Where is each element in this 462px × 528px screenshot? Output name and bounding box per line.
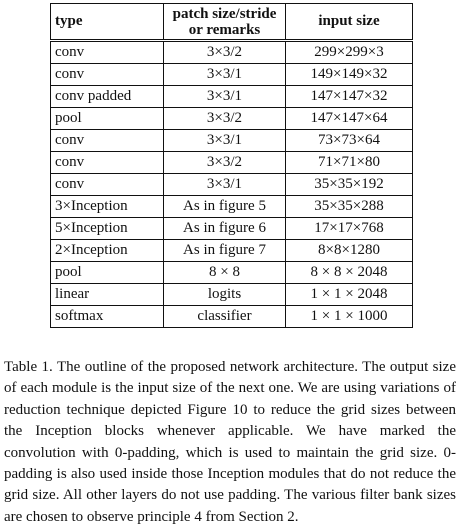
table-row: [51, 64, 413, 86]
cell-type: conv: [51, 130, 164, 152]
table-row: [51, 196, 413, 218]
cell-input-size: 147×147×64: [286, 108, 413, 130]
cell-type: 5×Inception: [51, 218, 164, 240]
cell-patch: logits: [164, 284, 286, 306]
table-row: [51, 262, 413, 284]
cell-input-size: 73×73×64: [286, 130, 413, 152]
cell-patch: 3×3/1: [164, 174, 286, 196]
table-row: [51, 306, 413, 328]
header-type: type: [51, 4, 164, 41]
cell-input-size: 1 × 1 × 1000: [286, 306, 413, 328]
table-row: [51, 240, 413, 262]
table-caption: Table 1. The outline of the proposed network architecture. The output size of each module is the input size of the next one. We are using variations of reduction technique depicted Figure 10 to reduce the grid sizes between the Inception blocks whenever applicable. We have marked the convolution with 0-padding, which is used to maintain the grid size. 0-padding is also used inside those Inception modules that do not reduce the grid size. All other layers do not use padding. The various filter bank sizes are chosen to observe principle 4 from Section 2.: [4, 359, 456, 525]
header-input-size: input size: [286, 4, 413, 41]
cell-input-size: 149×149×32: [286, 64, 413, 86]
table-row: [51, 130, 413, 152]
cell-input-size: 17×17×768: [286, 218, 413, 240]
cell-patch: 3×3/2: [164, 41, 286, 64]
cell-type: 2×Inception: [51, 240, 164, 262]
cell-type: conv: [51, 41, 164, 64]
cell-input-size: 35×35×288: [286, 196, 413, 218]
cell-input-size: 8 × 8 × 2048: [286, 262, 413, 284]
cell-patch: As in figure 7: [164, 240, 286, 262]
cell-patch: 3×3/2: [164, 108, 286, 130]
table-row: [51, 152, 413, 174]
cell-patch: 3×3/1: [164, 86, 286, 108]
cell-type: pool: [51, 262, 164, 284]
table-row: [51, 108, 413, 130]
header-patch-line1: patch size/stride: [172, 5, 277, 22]
architecture-table-container: [50, 3, 412, 328]
cell-patch: As in figure 6: [164, 218, 286, 240]
cell-type: conv padded: [51, 86, 164, 108]
cell-patch: 3×3/2: [164, 152, 286, 174]
cell-type: conv: [51, 64, 164, 86]
cell-type: conv: [51, 174, 164, 196]
cell-input-size: 1 × 1 × 2048: [286, 284, 413, 306]
cell-patch: 8 × 8: [164, 262, 286, 284]
architecture-table: [50, 3, 413, 328]
cell-patch: As in figure 5: [164, 196, 286, 218]
header-patch: [164, 4, 286, 41]
cell-type: conv: [51, 152, 164, 174]
table-row: [51, 174, 413, 196]
cell-input-size: 299×299×3: [286, 41, 413, 64]
table-body: [51, 41, 413, 328]
cell-type: pool: [51, 108, 164, 130]
header-patch-line2: or remarks: [188, 21, 261, 38]
table-row: [51, 218, 413, 240]
cell-input-size: 35×35×192: [286, 174, 413, 196]
table-header-row: [51, 4, 413, 41]
cell-input-size: 71×71×80: [286, 152, 413, 174]
cell-patch: 3×3/1: [164, 130, 286, 152]
table-row: [51, 86, 413, 108]
table-row: [51, 284, 413, 306]
cell-input-size: 147×147×32: [286, 86, 413, 108]
cell-type: softmax: [51, 306, 164, 328]
table-row: [51, 41, 413, 64]
cell-type: linear: [51, 284, 164, 306]
cell-input-size: 8×8×1280: [286, 240, 413, 262]
cell-type: 3×Inception: [51, 196, 164, 218]
cell-patch: 3×3/1: [164, 64, 286, 86]
cell-patch: classifier: [164, 306, 286, 328]
